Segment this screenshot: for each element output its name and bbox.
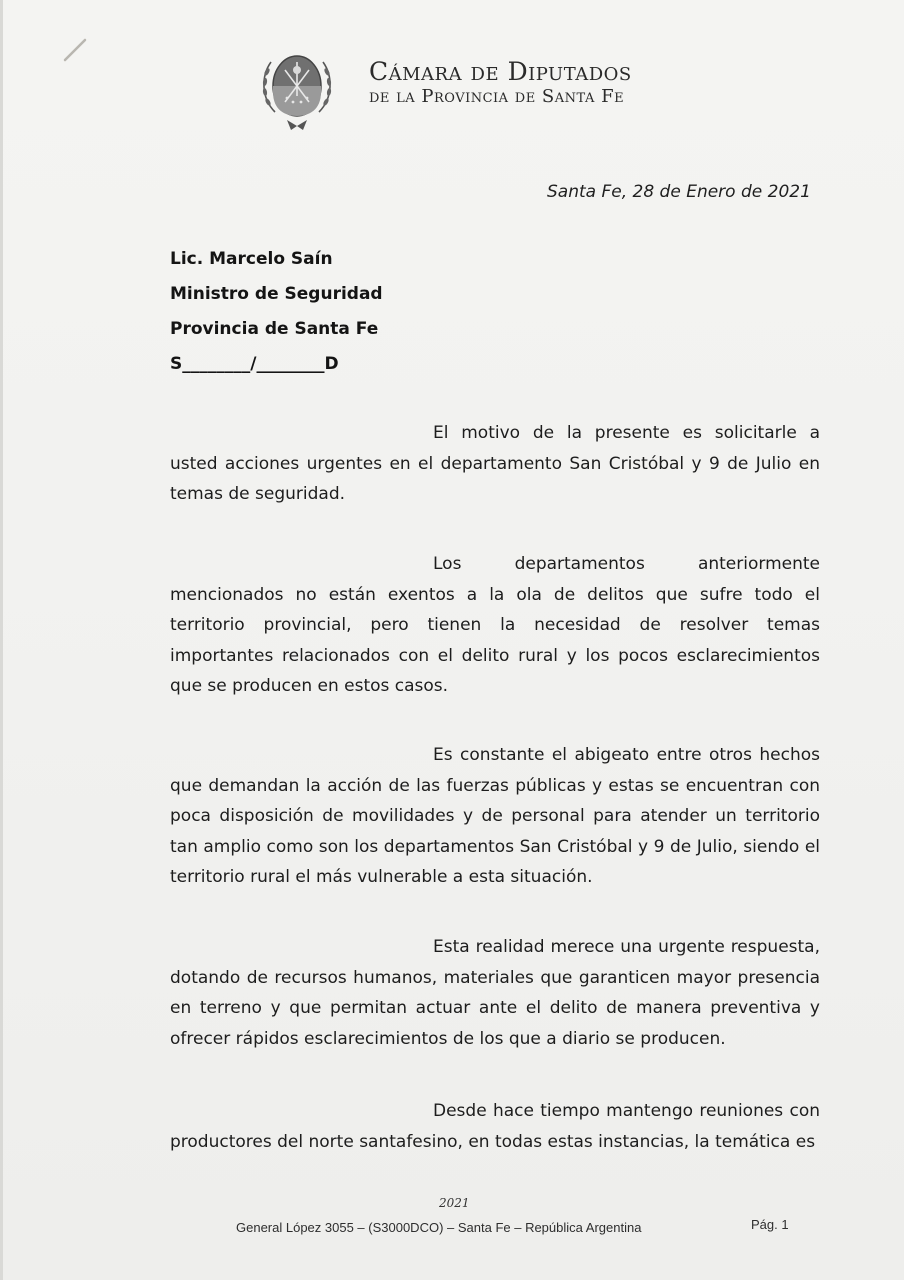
paragraph-first-line: Los departamentos anteriormente bbox=[433, 554, 820, 574]
body-paragraph bbox=[170, 932, 820, 1054]
institution-line1: Cámara de Diputados bbox=[369, 57, 632, 86]
paragraph-text: que demandan la acción de las fuerzas públicas y estas se encuentran con poca disposición de movilidades y de personal para atender un territorio tan amplio como son los departamentos San Cristóbal y 9 de Julio, siendo el territorio rural el más vulnerable a esta situación. bbox=[170, 775, 820, 887]
institution-name bbox=[369, 58, 632, 108]
footer-year: 2021 bbox=[439, 1196, 470, 1210]
paragraph-text: mencionados no están exentos a la ola de delitos que sufre todo el territorio provincial, pero tienen la necesidad de resolver temas importantes relacionados con el delito rural y los pocos esclarecimientos que se producen en estos casos. bbox=[170, 584, 820, 696]
body-paragraph bbox=[170, 549, 820, 702]
addressee-jurisdiction: Provincia de Santa Fe bbox=[170, 319, 379, 339]
paragraph-first-line: El motivo de la presente es solicitarle a bbox=[433, 423, 820, 443]
paragraph-text: usted acciones urgentes en el departamento San Cristóbal y 9 de Julio en temas de seguridad. bbox=[170, 453, 820, 504]
body-paragraph bbox=[170, 740, 820, 893]
body-paragraph bbox=[170, 418, 820, 510]
provincial-coat-of-arms-icon bbox=[257, 40, 337, 132]
paragraph-text: dotando de recursos humanos, materiales que garanticen mayor presencia en terreno y que permitan actuar ante el delito de manera preventiva y ofrecer rápidos esclarecimientos de los que a diario se producen. bbox=[170, 967, 820, 1049]
paragraph-text: productores del norte santafesino, en todas estas instancias, la temática es bbox=[170, 1131, 816, 1152]
paragraph-first-line: Es constante el abigeato entre otros hechos bbox=[433, 745, 820, 765]
body-paragraph bbox=[170, 1096, 820, 1157]
institution-line2: de la Provincia de Santa Fe bbox=[369, 86, 625, 107]
letter-date: Santa Fe, 28 de Enero de 2021 bbox=[547, 182, 811, 202]
paper-scratch-mark bbox=[61, 34, 91, 64]
paragraph-first-line: Desde hace tiempo mantengo reuniones con bbox=[433, 1101, 820, 1121]
addressee-title: Ministro de Seguridad bbox=[170, 284, 383, 304]
addressee-name: Lic. Marcelo Saín bbox=[170, 249, 333, 269]
addressee-reference: S________/________D bbox=[170, 354, 339, 374]
page-number: Pág. 1 bbox=[751, 1217, 789, 1232]
addressee-block bbox=[170, 247, 383, 387]
paragraph-first-line: Esta realidad merece una urgente respuesta, bbox=[433, 937, 820, 957]
footer-address: General López 3055 – (S3000DCO) – Santa Fe – República Argentina bbox=[236, 1220, 642, 1235]
